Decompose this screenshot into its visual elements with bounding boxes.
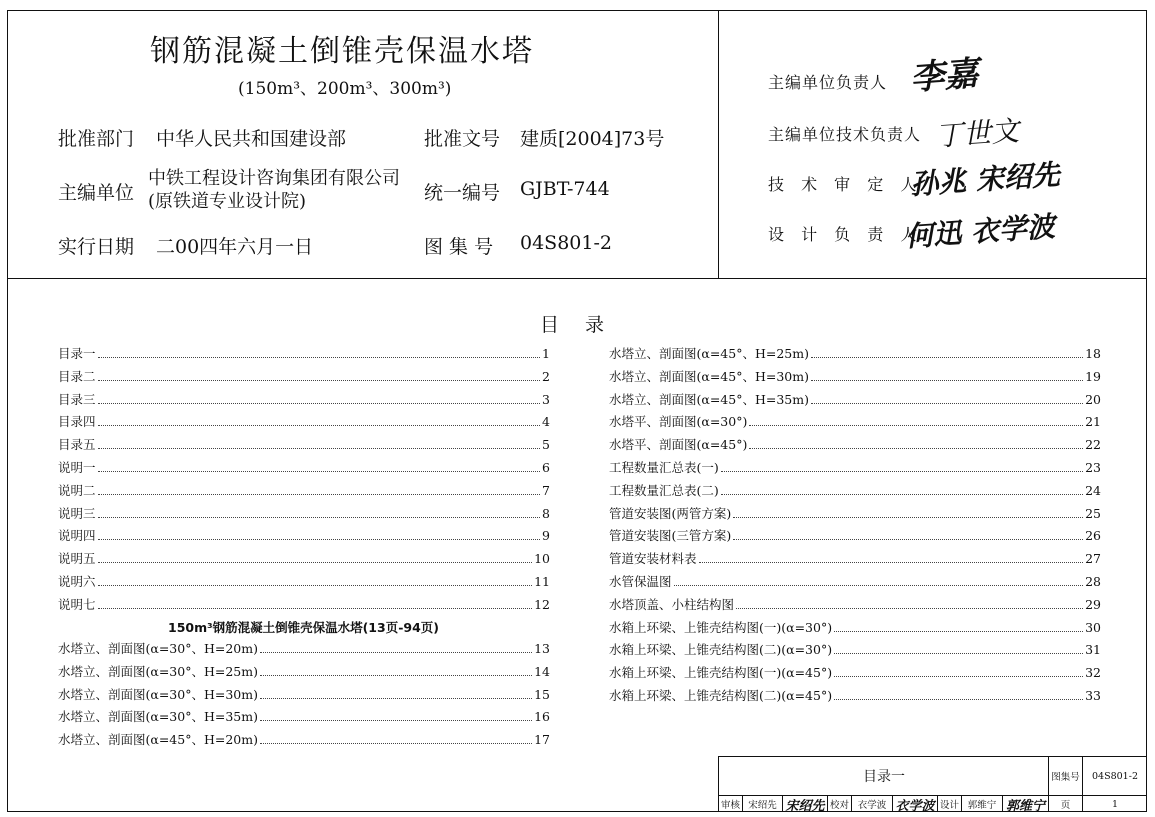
toc-entry: [609, 617, 1101, 635]
toc-leader-dots: [260, 743, 532, 744]
toc-leader-dots: [721, 471, 1083, 472]
toc-leader-dots: [811, 380, 1083, 381]
toc-leader-dots: [733, 539, 1083, 540]
toc-entry-page: 28: [1085, 574, 1101, 589]
atlas-no-value: 04S801-2: [520, 232, 612, 254]
toc-leader-dots: [98, 608, 533, 609]
chief-editor-signature: 李嘉: [908, 53, 980, 99]
unified-no-label: 统一编号: [424, 182, 501, 204]
toc-entry-title: 水塔平、剖面图(α=30°): [609, 414, 748, 430]
toc-entry: [609, 525, 1101, 543]
toc-entry-page: 24: [1085, 482, 1101, 498]
toc-leader-dots: [733, 517, 1083, 518]
toc-leader-dots: [98, 517, 541, 518]
toc-entry: [58, 457, 550, 475]
toc-entry-page: 14: [534, 663, 550, 679]
toc-entry-title: 目录三: [58, 391, 96, 407]
tech-reviewer-label: 技 术 审 定 人: [768, 175, 923, 194]
header-divider: [7, 278, 1147, 279]
toc-entry: [58, 548, 550, 566]
toc-leader-dots: [260, 652, 532, 653]
toc-entry-page: 3: [542, 391, 550, 407]
toc-leader-dots: [98, 403, 541, 404]
tech-chief-signature: 丁世文: [934, 114, 1021, 153]
toc-leader-dots: [98, 562, 533, 563]
toc-entry-title: 目录二: [58, 368, 96, 384]
editor-unit-value-line2: (原铁道专业设计院): [148, 191, 307, 212]
toc-leader-dots: [749, 448, 1083, 449]
approval-doc-value: 建质[2004]73号: [520, 128, 665, 150]
toc-leader-dots: [749, 425, 1083, 426]
toc-entry-title: 水塔立、剖面图(α=45°、H=30m): [609, 368, 809, 384]
toc-leader-dots: [721, 494, 1083, 495]
toc-entry: [609, 343, 1101, 361]
designer-signature: 郭维宁: [1005, 798, 1045, 814]
toc-entry-title: 水塔立、剖面图(α=30°、H=25m): [58, 663, 258, 679]
toc-entry-page: 2: [542, 368, 550, 384]
toc-entry: [609, 480, 1101, 498]
toc-entry: [609, 434, 1101, 452]
toc-entry-page: 1: [542, 346, 550, 361]
toc-entry: [58, 594, 550, 612]
toc-entry: [58, 503, 550, 521]
toc-leader-dots: [674, 585, 1084, 586]
toc-entry-title: 工程数量汇总表(二): [609, 482, 719, 498]
toc-entry: [609, 548, 1101, 566]
unified-no-value: GJBT-744: [520, 178, 610, 200]
toc-section-title: 150m³钢筋混凝土倒锥壳保温水塔(13页-94页): [168, 620, 439, 635]
toc-entry-title: 管道安装图(两管方案): [609, 505, 732, 521]
toc-entry: [609, 389, 1101, 407]
toc-entry-page: 33: [1085, 688, 1101, 703]
toc-entry-title: 说明一: [58, 460, 96, 475]
toc-leader-dots: [260, 675, 532, 676]
toc-entry-page: 25: [1085, 505, 1101, 521]
toc-entry-title: 目录四: [58, 414, 96, 430]
tech-reviewer-signature: 孙兆 宋绍先: [909, 157, 1061, 202]
toc-leader-dots: [98, 585, 533, 586]
designer-name: 郭维宁: [967, 800, 997, 811]
toc-entry-page: 17: [534, 732, 550, 748]
toc-leader-dots: [834, 631, 1083, 632]
approval-dept-value: 中华人民共和国建设部: [156, 128, 347, 150]
atlas-subtitle: (150m³、200m³、300m³): [238, 79, 452, 99]
atlas-no-cell: 04S801-2: [1092, 770, 1138, 782]
toc-entry: [58, 661, 550, 679]
toc-entry: [58, 638, 550, 656]
toc-entry-page: 32: [1085, 665, 1101, 681]
toc-leader-dots: [834, 676, 1083, 677]
toc-entry-page: 5: [542, 437, 550, 453]
toc-entry-page: 27: [1085, 551, 1101, 567]
toc-leader-dots: [834, 699, 1083, 700]
toc-entry-page: 10: [534, 551, 550, 567]
checker-signature: 衣学波: [895, 798, 935, 814]
toc-entry-page: 7: [542, 482, 550, 498]
approval-dept-label: 批准部门: [58, 128, 135, 150]
design-lead-label: 设 计 负 责 人: [768, 225, 923, 244]
toc-entry: [609, 639, 1101, 657]
toc-leader-dots: [98, 539, 541, 540]
toc-leader-dots: [98, 425, 541, 426]
toc-entry-page: 15: [534, 686, 550, 702]
chief-editor-label: 主编单位负责人: [768, 73, 888, 92]
toc-leader-dots: [260, 720, 532, 721]
toc-entry-title: 水塔立、剖面图(α=30°、H=35m): [58, 709, 258, 725]
toc-entry-page: 19: [1085, 368, 1101, 384]
editor-unit-label: 主编单位: [58, 182, 135, 204]
toc-leader-dots: [699, 562, 1084, 563]
toc-leader-dots: [98, 471, 541, 472]
toc-entry-page: 31: [1085, 642, 1101, 658]
toc-entry-page: 22: [1085, 437, 1101, 453]
editor-unit-value-line1: 中铁工程设计咨询集团有限公司: [148, 168, 400, 189]
checker-name: 衣学波: [857, 800, 887, 811]
toc-entry: [609, 503, 1101, 521]
toc-entry-title: 水塔平、剖面图(α=45°): [609, 437, 748, 453]
toc-entry-page: 30: [1085, 619, 1101, 635]
toc-entry: [609, 457, 1101, 475]
toc-leader-dots: [736, 608, 1083, 609]
toc-entry: [58, 684, 550, 702]
toc-entry: [58, 525, 550, 543]
toc-entry-page: 23: [1085, 460, 1101, 475]
toc-entry-page: 16: [534, 709, 550, 725]
header-column-divider: [718, 10, 719, 278]
toc-entry-page: 12: [534, 596, 550, 612]
toc-leader-dots: [811, 403, 1083, 404]
toc-entry-title: 水箱上环梁、上锥壳结构图(一)(α=45°): [609, 665, 833, 681]
toc-entry: [609, 685, 1101, 703]
toc-leader-dots: [98, 448, 541, 449]
sheet-title: 目录一: [863, 769, 905, 785]
toc-entry: [609, 571, 1101, 589]
page-label: 页: [1060, 800, 1071, 811]
design-label: 设计: [939, 800, 959, 811]
toc-entry-title: 水塔立、剖面图(α=30°、H=20m): [58, 641, 258, 656]
toc-entry-title: 管道安装材料表: [609, 551, 697, 567]
toc-entry: [58, 411, 550, 429]
toc-leader-dots: [260, 698, 532, 699]
toc-entry-page: 20: [1085, 391, 1101, 407]
toc-entry-title: 管道安装图(三管方案): [609, 528, 732, 544]
effective-date-label: 实行日期: [58, 236, 135, 258]
reviewer-name: 宋绍先: [748, 800, 777, 811]
atlas-no-label-cell: 图集号: [1051, 772, 1080, 783]
toc-entry: [58, 729, 550, 747]
page-number: 1: [1111, 798, 1119, 810]
toc-entry: [58, 343, 550, 361]
toc-entry-title: 目录一: [58, 346, 96, 361]
review-label: 审核: [720, 800, 740, 811]
approval-doc-label: 批准文号: [424, 128, 501, 150]
toc-entry: [609, 662, 1101, 680]
toc-entry-title: 水塔立、剖面图(α=45°、H=25m): [609, 346, 809, 361]
toc-leader-dots: [811, 357, 1083, 358]
toc-entry-title: 水塔立、剖面图(α=30°、H=30m): [58, 686, 258, 702]
effective-date-value: 二00四年六月一日: [156, 236, 314, 258]
toc-entry-title: 说明四: [58, 528, 96, 544]
toc-entry-page: 6: [542, 460, 550, 475]
toc-entry: [58, 389, 550, 407]
toc-entry: [58, 706, 550, 724]
design-lead-signature: 何迅 衣学波: [904, 209, 1056, 254]
toc-entry-title: 水塔立、剖面图(α=45°、H=20m): [58, 732, 258, 748]
toc-entry: [58, 480, 550, 498]
toc-entry: [609, 411, 1101, 429]
toc-entry-title: 水箱上环梁、上锥壳结构图(一)(α=30°): [609, 619, 833, 635]
toc-entry: [58, 434, 550, 452]
toc-leader-dots: [98, 380, 541, 381]
toc-entry: [58, 571, 550, 589]
check-label: 校对: [829, 800, 849, 811]
toc-entry-title: 水箱上环梁、上锥壳结构图(二)(α=45°): [609, 688, 833, 703]
atlas-no-label: 图 集 号: [424, 236, 494, 258]
toc-entry-title: 水管保温图: [609, 574, 672, 589]
toc-entry-page: 29: [1085, 596, 1101, 612]
toc-leader-dots: [98, 494, 541, 495]
toc-entry-page: 11: [534, 574, 550, 589]
atlas-title: 钢筋混凝土倒锥壳保温水塔: [150, 34, 534, 69]
toc-leader-dots: [98, 357, 541, 358]
toc-entry-title: 目录五: [58, 437, 96, 453]
toc-entry-title: 水塔顶盖、小柱结构图: [609, 596, 735, 612]
toc-entry-title: 说明二: [58, 482, 96, 498]
toc-entry-title: 说明三: [58, 505, 96, 521]
toc-entry-title: 说明五: [58, 551, 96, 567]
toc-entry-page: 13: [534, 641, 550, 656]
toc-entry-page: 8: [542, 505, 550, 521]
toc-heading: 目 录: [540, 314, 615, 336]
tech-chief-label: 主编单位技术负责人: [768, 125, 922, 144]
reviewer-signature: 宋绍先: [785, 798, 825, 814]
toc-entry-page: 4: [542, 414, 550, 430]
toc-entry-title: 说明六: [58, 574, 96, 589]
toc-entry-title: 水塔立、剖面图(α=45°、H=35m): [609, 391, 809, 407]
toc-entry: [609, 366, 1101, 384]
toc-entry: [58, 366, 550, 384]
toc-entry-title: 工程数量汇总表(一): [609, 460, 719, 475]
toc-entry: [609, 594, 1101, 612]
toc-leader-dots: [834, 653, 1083, 654]
toc-entry-page: 18: [1085, 346, 1101, 361]
toc-entry-title: 水箱上环梁、上锥壳结构图(二)(α=30°): [609, 642, 833, 658]
toc-entry-title: 说明七: [58, 596, 96, 612]
toc-entry-page: 26: [1085, 528, 1101, 544]
toc-entry-page: 9: [542, 528, 550, 544]
toc-entry-page: 21: [1085, 414, 1101, 430]
